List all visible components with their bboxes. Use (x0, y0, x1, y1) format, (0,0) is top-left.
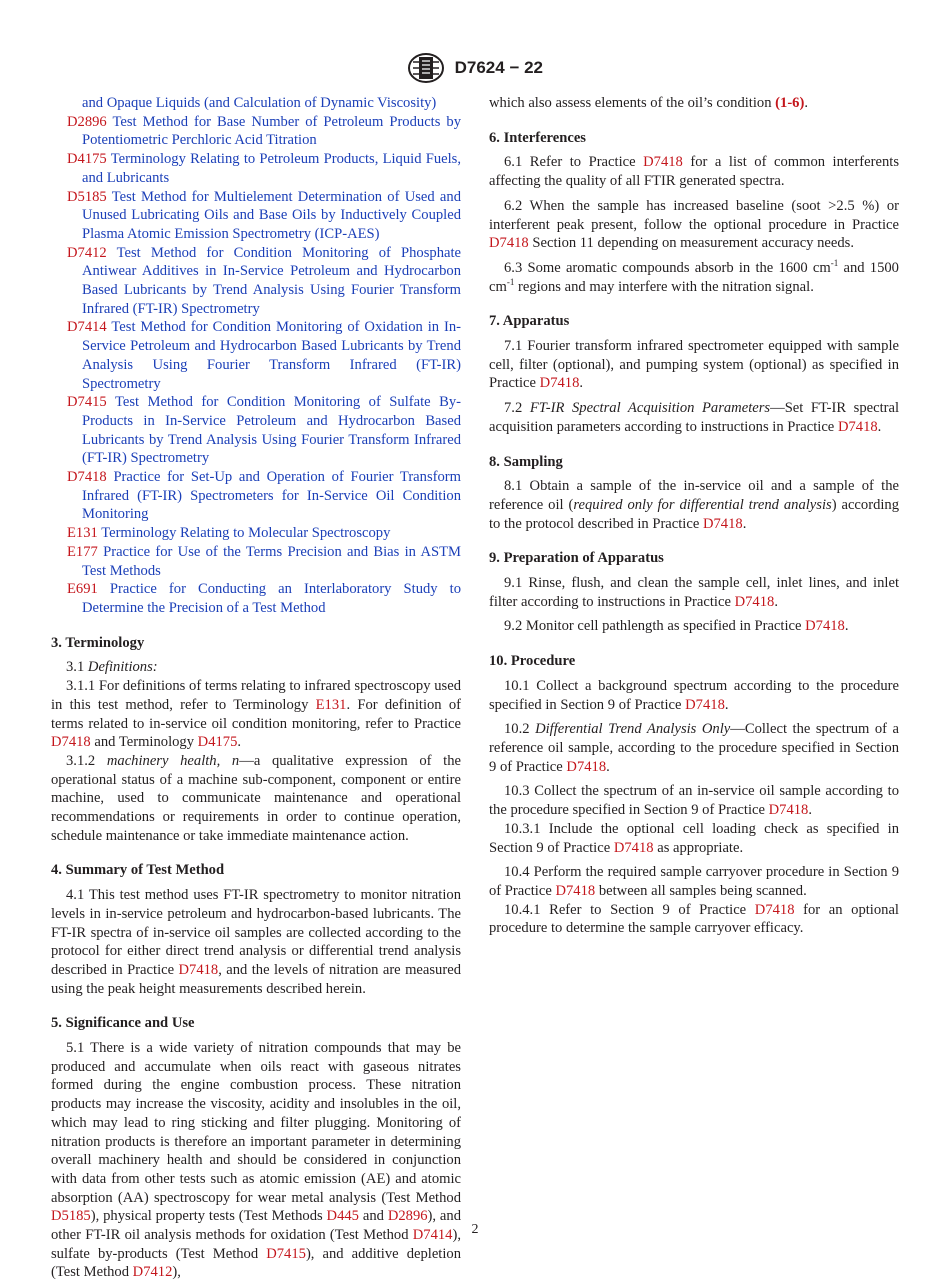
ref-link-d7418[interactable]: D7418 (489, 235, 529, 252)
ref-link-d7418[interactable]: D7418 (805, 618, 845, 635)
ref-link-d2896[interactable]: D2896 (387, 1208, 428, 1225)
paragraph-7-2: 7.2 FT-IR Spectral Acquisition Parameters—Set FT-IR spectral acquisition parameters according to instructions in Practice D7418. (489, 400, 900, 435)
ref-link-d7412[interactable]: D7412 (132, 1264, 173, 1281)
reference-item (51, 468, 461, 524)
paragraph-6-3: 6.3 Some aromatic compounds absorb in the 1600 $cm^{-1}$ and 1500 $cm^{-1}$ regions and may interfere with the nitration signal. (489, 258, 899, 295)
reference-item (51, 188, 461, 244)
reference-item (51, 94, 461, 113)
standard-designation: D7624 − 22 (454, 57, 544, 77)
paragraph-3-1-1: 3.1.1 For definitions of terms relating to infrared spectroscopy used in this test method, refer to Terminology E131. For definition of terms related to in-service oil condition monitoring, refer to Practice D7418 and Terminology D4175. (51, 678, 461, 751)
ref-title[interactable]: Test Method for Condition Monitoring of Phosphate Antiwear Additives in In-Service Petroleum and Hydrocarbon Based Lubricants by Trend Analysis Using Fourier Transform Infrared (FT-IR) Spectrometry (82, 244, 461, 317)
paragraph-10-3: 10.3 Collect the spectrum of an in-service oil sample according to the procedure specified in Section 9 of Practice D7418. (489, 783, 899, 819)
ref-link-d7418[interactable]: D7418 (754, 901, 795, 918)
astm-logo-icon (407, 52, 445, 84)
reference-item (51, 393, 461, 468)
section-heading-sampling: 8. Sampling (489, 453, 563, 470)
paragraph-10-2: 10.2 Differential Trend Analysis Only—Collect the spectrum of a reference oil sample, according to the procedure specified in Section 9 of Practice D7418. (489, 721, 900, 775)
left-column (51, 94, 461, 1282)
section-heading-interferences: 6. Interferences (489, 129, 586, 146)
paragraph-8-1: 8.1 Obtain a sample of the in-service oil and a sample of the reference oil (required only for differential trend analysis) according to the protocol described in Practice D7418. (489, 478, 900, 532)
ref-link-d4175[interactable]: D4175 (197, 734, 238, 751)
paragraph-10-3-1: 10.3.1 Include the optional cell loading check as specified in Section 9 of Practice D7418 as appropriate. (489, 820, 899, 856)
reference-list (51, 94, 461, 618)
ref-code-link[interactable]: D5185 (67, 188, 107, 205)
ref-code-link[interactable]: D2896 (67, 113, 107, 130)
page-header (0, 52, 950, 84)
ref-title[interactable]: Test Method for Condition Monitoring of Sulfate By-Products in In-Service Petroleum and Hydrocarbon Based Lubricants by Trend Analysis Using Fourier Transform Infrared (FT-IR) Spectrometry (82, 394, 462, 467)
ref-link-d7418[interactable]: D7418 (734, 593, 775, 610)
reference-item (51, 543, 461, 580)
ref-link-d5185[interactable]: D5185 (51, 1208, 91, 1225)
section-heading-procedure: 10. Procedure (489, 653, 576, 670)
reference-item (51, 318, 461, 393)
ref-link-d7418[interactable]: D7418 (768, 802, 809, 819)
paragraph-6-2: 6.2 When the sample has increased baseline (soot >2.5 %) or interferent peak present, follow the optional procedure in Practice D7418 Section 11 depending on measurement accuracy needs. (489, 197, 899, 252)
ref-link-d7418[interactable]: D7418 (566, 758, 607, 775)
ref-code-link[interactable]: E131 (67, 525, 98, 542)
reference-item (51, 113, 461, 150)
page-number: 2 (471, 1222, 479, 1237)
reference-item (51, 150, 461, 187)
paragraph-10-4: 10.4 Perform the required sample carryover procedure in Section 9 of Practice D7418 between all samples being scanned. (489, 864, 899, 899)
section-heading-significance: 5. Significance and Use (51, 1015, 195, 1032)
ref-link-d7418[interactable]: D7418 (702, 515, 743, 532)
paragraph-5-1: 5.1 There is a wide variety of nitration compounds that may be produced and accumulate when oils react with gaseous nitrates formed during the engine combustion process. These nitration products may increase the viscosity, acidity and insolubles in the oil, which may lead to ring sticking and filter plugging. Monitoring of nitration products is therefore an important parameter in determining overall machinery health and should be considered in conjunction with data from other tests such as atomic emission (AE) and atomic absorption (AA) spectroscopy for wear metal analysis (Test Method D5185), physical property tests (Test Methods D445 and D2896), and other FT-IR oil analysis methods for oxidation (Test Method D7414), sulfate by-products (Test Method D7415), and additive depletion (Test Method D7412), (51, 1040, 461, 1281)
ref-title[interactable]: Test Method for Base Number of Petroleum Products by Potentiometric Perchloric Acid Titration (82, 113, 462, 149)
paragraph-3-1: 3.1 Definitions: (66, 659, 158, 676)
ref-title[interactable]: and Opaque Liquids (and Calculation of Dynamic Viscosity) (82, 95, 437, 111)
paragraph-10-1: 10.1 Collect a background spectrum according to the procedure specified in Section 9 of Practice D7418. (489, 677, 899, 713)
ref-link-e131[interactable]: E131 (315, 696, 347, 713)
paragraph-6-1: 6.1 Refer to Practice D7418 for a list of common interferents affecting the quality of all FTIR generated spectra. (489, 154, 900, 190)
paragraph-4-1: 4.1 This test method uses FT-IR spectrometry to monitor nitration levels in in-service petroleum and hydrocarbon-based lubricants. The FT-IR spectra of in-service oil samples are collected according to the protocol for either direct trend analysis or differential trend analysis described in Practice D7418, and the levels of nitration are measured using the peak height measurements described herein. (51, 887, 461, 997)
paragraph-10-4-1: 10.4.1 Refer to Section 9 of Practice D7418 for an optional procedure to determine the sample carryover efficacy. (489, 901, 899, 937)
ref-link-d7414[interactable]: D7414 (412, 1227, 453, 1244)
paragraph-9-1: 9.1 Rinse, flush, and clean the sample cell, inlet lines, and inlet filter according to instructions in Practice D7418. (489, 575, 899, 610)
ref-link-d7418[interactable]: D7418 (613, 839, 654, 856)
ref-link-d7418[interactable]: D7418 (555, 882, 596, 899)
ref-title[interactable]: Test Method for Multielement Determination of Used and Unused Lubricating Oils and Base Oils by Inductively Coupled Plasma Atomic Emission Spectrometry (ICP-AES) (82, 188, 461, 242)
ref-link-d7418[interactable]: D7418 (178, 961, 219, 978)
section-heading-terminology: 3. Terminology (51, 634, 145, 651)
section-heading-apparatus: 7. Apparatus (489, 313, 570, 330)
right-column (489, 94, 899, 938)
paragraph-5-1-continued: which also assess elements of the oil’s condition (1-6). (489, 95, 808, 111)
ref-link-d7418[interactable]: D7418 (539, 375, 580, 392)
ref-title[interactable]: Practice for Use of the Terms Precision and Bias in ASTM Test Methods (82, 543, 461, 579)
paragraph-5-1-continuation (489, 94, 899, 113)
section-heading-summary: 4. Summary of Test Method (51, 862, 225, 879)
ref-link-bibliography[interactable]: (1-6) (775, 95, 805, 111)
reference-item (51, 244, 461, 319)
ref-link-d7418[interactable]: D7418 (837, 418, 878, 435)
ref-code-link[interactable]: D7418 (67, 469, 107, 486)
ref-code-link[interactable]: D7414 (67, 319, 107, 336)
reference-item (51, 580, 461, 617)
ref-title[interactable]: Practice for Set-Up and Operation of Fourier Transform Infrared (FT-IR) Spectrometers for In-Service Oil Condition Monitoring (82, 469, 461, 523)
ref-link-d7418[interactable]: D7418 (685, 696, 725, 713)
ref-title[interactable]: Test Method for Condition Monitoring of Oxidation in In-Service Petroleum and Hydrocarbon Based Lubricants by Trend Analysis Using Fourier Transform Infrared (FT-IR) Spectrometry (82, 319, 461, 392)
paragraph-7-1: 7.1 Fourier transform infrared spectrometer equipped with sample cell, filter (optional), and pumping system (optional) as specified in Practice D7418. (489, 338, 899, 392)
ref-title[interactable]: Practice for Conducting an Interlaboratory Study to Determine the Precision of a Test Method (82, 581, 461, 616)
ref-code-link[interactable]: E177 (67, 543, 98, 560)
ref-code-link[interactable]: D7412 (67, 244, 107, 261)
ref-code-link[interactable]: D7415 (67, 394, 107, 411)
ref-link-d7418[interactable]: D7418 (51, 734, 91, 751)
ref-code-link[interactable]: E691 (67, 581, 98, 598)
ref-title[interactable]: Terminology Relating to Petroleum Products, Liquid Fuels, and Lubricants (82, 151, 462, 186)
paragraph-3-1-2: 3.1.2 machinery health, n—a qualitative expression of the operational status of a machine sub-component, component or entire machine, used to communicate maintenance and operational recommendations or requirements in order to continue operation, schedule maintenance or take immediate maintenance action. (51, 752, 461, 844)
paragraph-9-2: 9.2 Monitor cell pathlength as specified in Practice D7418. (504, 618, 849, 635)
ref-link-d445[interactable]: D445 (326, 1208, 359, 1225)
section-heading-preparation: 9. Preparation of Apparatus (489, 550, 664, 567)
ref-title[interactable]: Terminology Relating to Molecular Spectroscopy (101, 525, 391, 542)
reference-item (51, 524, 461, 543)
ref-code-link[interactable]: D4175 (67, 151, 107, 168)
ref-link-d7415[interactable]: D7415 (266, 1245, 306, 1262)
ref-link-d7418[interactable]: D7418 (643, 154, 683, 171)
